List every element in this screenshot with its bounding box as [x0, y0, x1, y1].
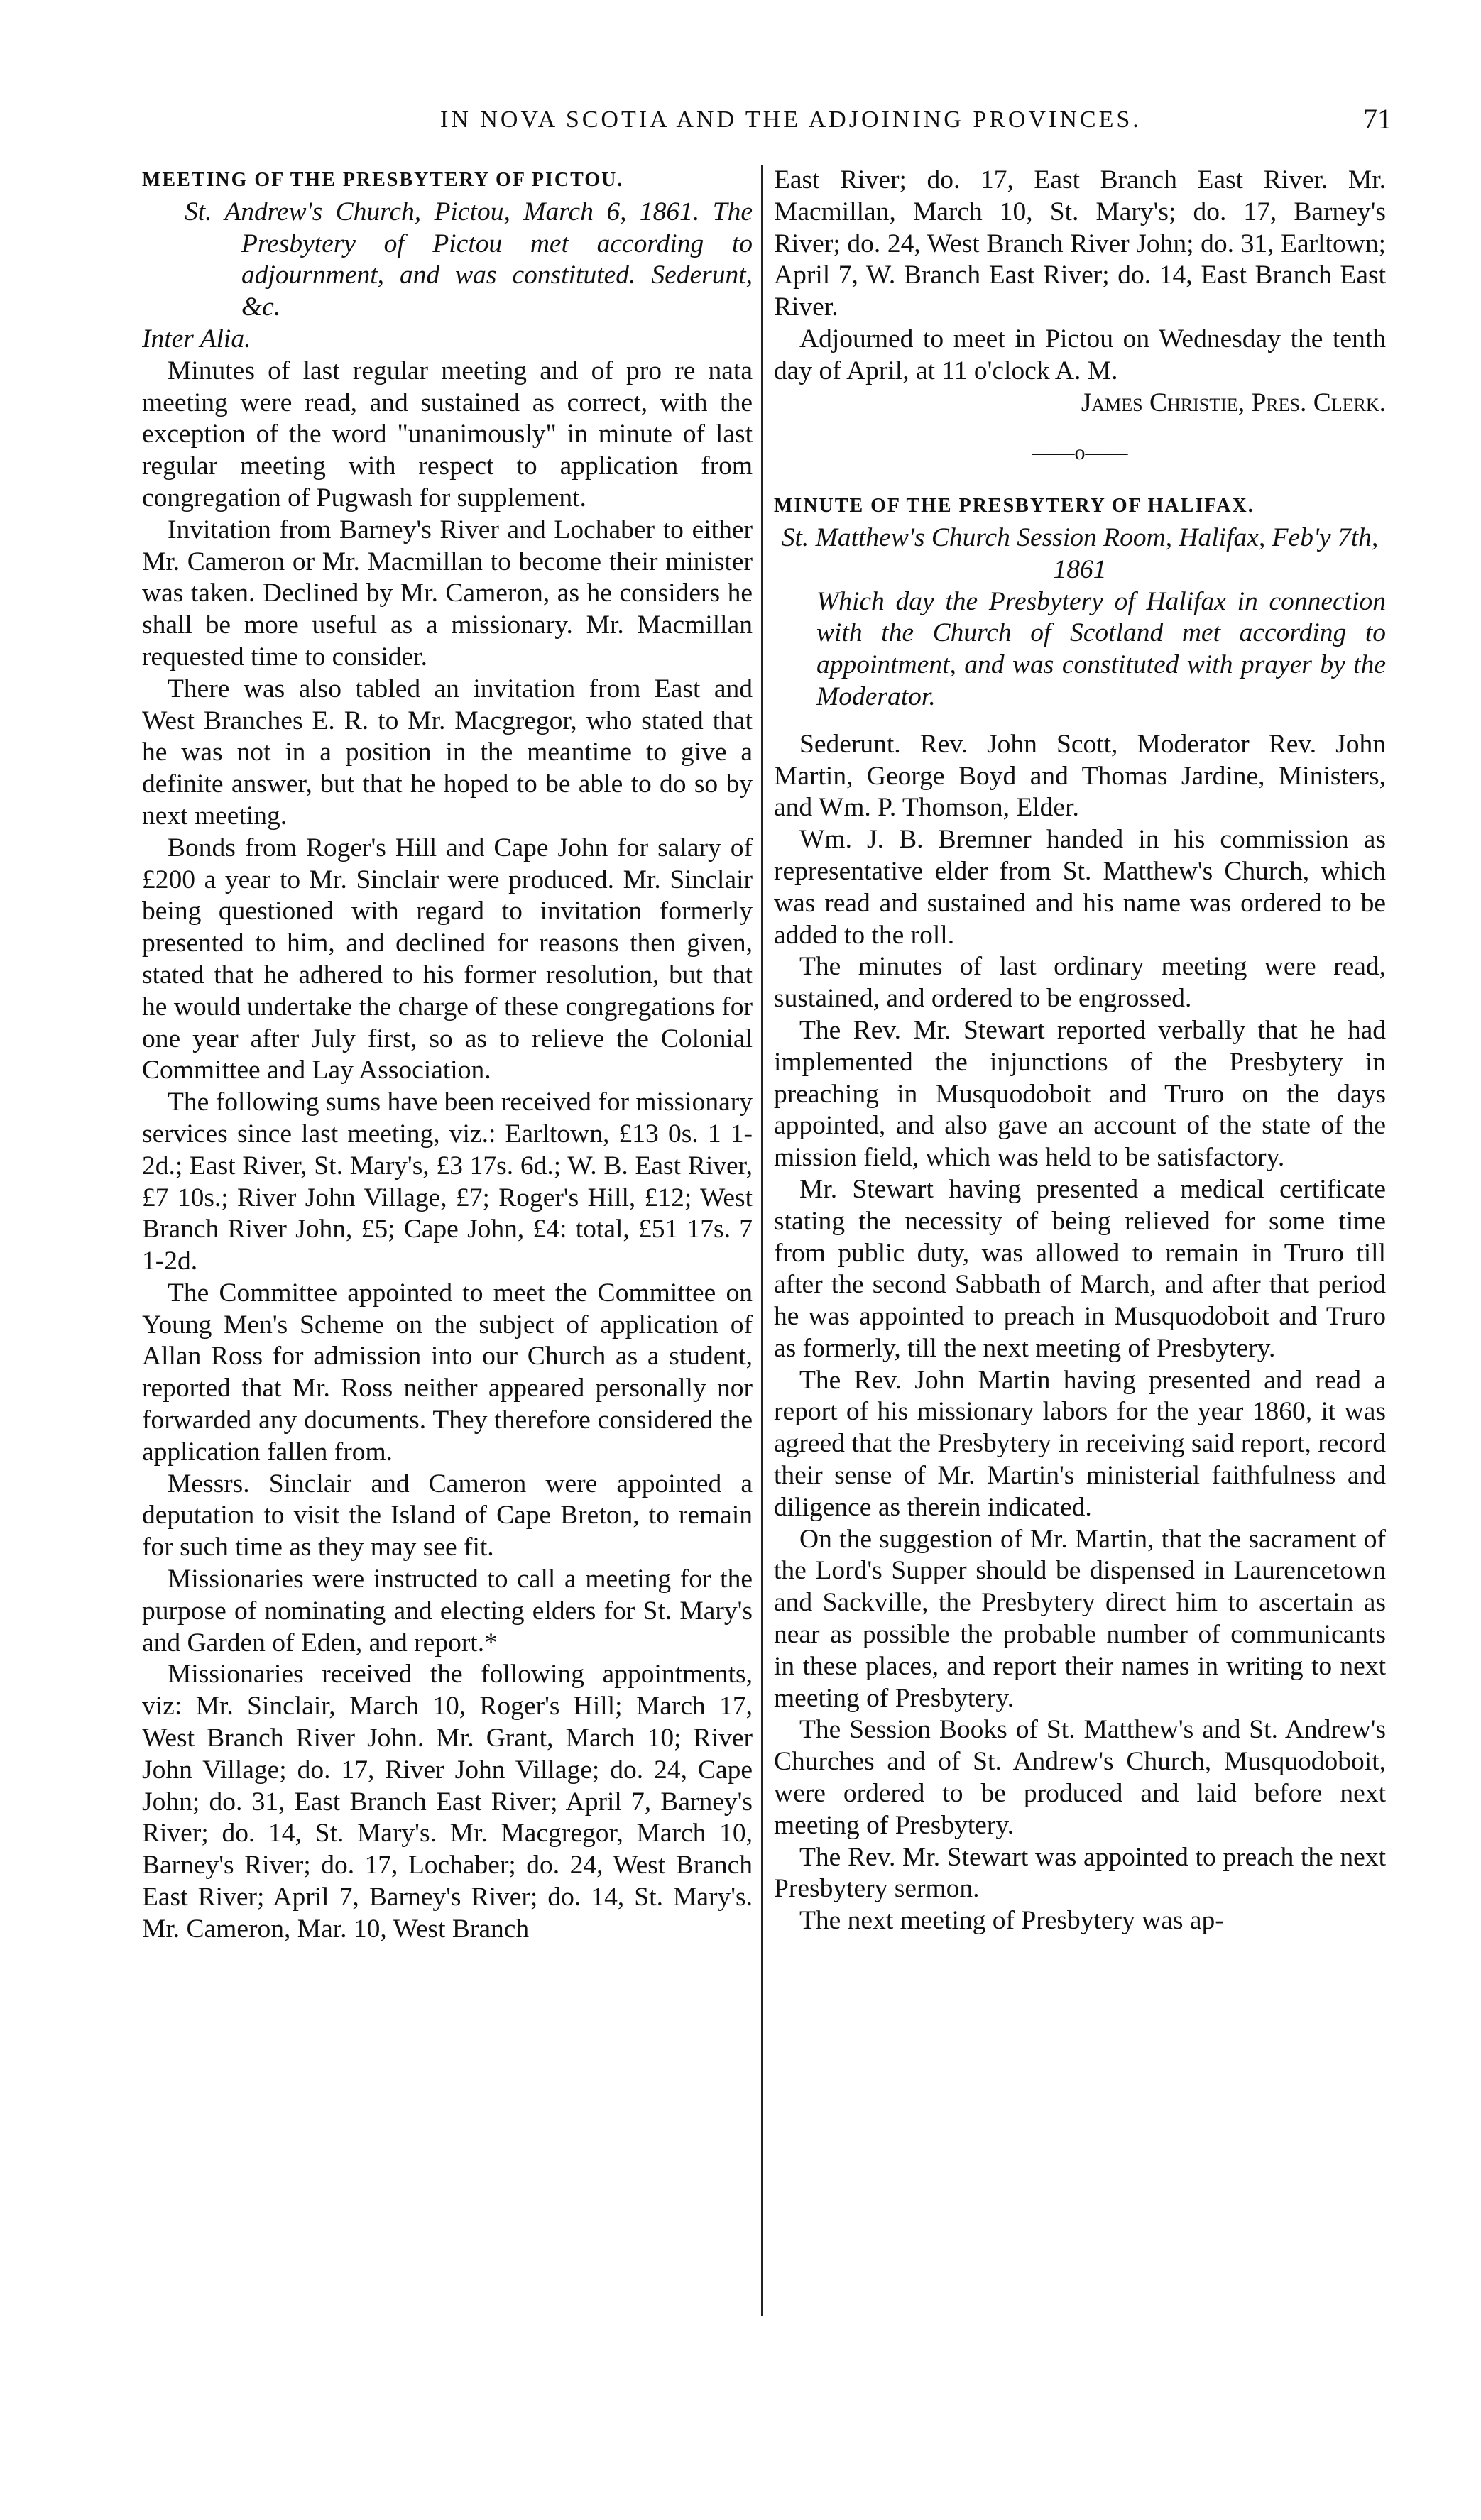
running-title: IN NOVA SCOTIA AND THE ADJOINING PROVINCES. [440, 106, 1142, 133]
inter-alia: Inter Alia. [142, 324, 251, 354]
section-heading-pictou: MEETING OF THE PRESBYTERY OF PICTOU. [142, 169, 624, 191]
meeting-place-pictou: St. Andrew's Church, Pictou, March 6, 1861. The Presbytery of Pictou met according to adjournment, and was constituted. Sederunt, &c. [185, 197, 753, 322]
right-column [774, 165, 1386, 1937]
section-divider: ——o—— [1032, 441, 1128, 465]
paragraph: Bonds from Roger's Hill and Cape John for salary of £200 a year to Mr. Sinclair were produced. Mr. Sinclair being questioned with regard to invitation formerly presented to him, and declined for reasons then given, stated that he adhered to his former resolution, but that he would undertake the charge of these congregations for one year after July first, so as to relieve the Colonial Committee and Lay Association. [142, 833, 753, 1085]
paragraph: Mr. Stewart having presented a medical certificate stating the necessity of being relieved for some time from public duty, was allowed to remain in Truro till after the second Sabbath of March, and after that period he was appointed to preach in Musquodoboit and Truro as formerly, till the next meeting of Presbytery. [774, 1174, 1386, 1363]
paragraph: Wm. J. B. Bremner handed in his commission as representative elder from St. Matthew's Church, which was read and sustained and his name was ordered to be added to the roll. [774, 825, 1386, 950]
paragraph: The Rev. Mr. Stewart was appointed to preach the next Presbytery sermon. [774, 1842, 1386, 1904]
column-rule [761, 165, 763, 2316]
paragraph: The Rev. John Martin having presented and read a report of his missionary labors for the year 1860, it was agreed that the Presbytery in receiving said report, record their sense of Mr. Martin's ministerial faithfulness and diligence as therein indicated. [774, 1365, 1386, 1522]
paragraph: There was also tabled an invitation from East and West Branches E. R. to Mr. Macgregor, who stated that he was not in a position in the meantime to give a definite answer, but that he hoped to be able to do so by next meeting. [142, 674, 753, 831]
paragraph: Minutes of last regular meeting and of pro re nata meeting were read, and sustained as correct, with the exception of the word "unanimously" in minute of last regular meeting with respect to application from congregation of Pugwash for supplement. [142, 356, 753, 513]
section-heading-halifax: MINUTE OF THE PRESBYTERY OF HALIFAX. [774, 495, 1255, 517]
paragraph: Sederunt. Rev. John Scott, Moderator Rev. John Martin, George Boyd and Thomas Jardine, Ministers, and Wm. P. Thomson, Elder. [774, 729, 1386, 823]
paragraph: The minutes of last ordinary meeting were read, sustained, and ordered to be engrossed. [774, 952, 1386, 1014]
paragraph: Missionaries were instructed to call a meeting for the purpose of nominating and electing elders for St. Mary's and Garden of Eden, and report.* [142, 1565, 753, 1658]
paragraph: Messrs. Sinclair and Cameron were appointed a deputation to visit the Island of Cape Breton, to remain for such time as they may see fit. [142, 1469, 753, 1562]
paragraph: The Committee appointed to meet the Committee on Young Men's Scheme on the subject of application of Allan Ross for admission into our Church as a student, reported that Mr. Ross neither appeared personally nor forwarded any documents. They therefore considered the application fallen from. [142, 1278, 753, 1467]
constitution-note: Which day the Presbytery of Halifax in connection with the Church of Scotland met according to appointment, and was constituted with prayer by the Moderator. [816, 586, 1386, 711]
paragraph: Invitation from Barney's River and Lochaber to either Mr. Cameron or Mr. Macmillan to become their minister was taken. Declined by Mr. Cameron, as he considers he shall be more useful as a missionary. Mr. Macmillan requested time to consider. [142, 515, 753, 672]
spacer [774, 713, 1386, 729]
paragraph: The Session Books of St. Matthew's and St. Andrew's Churches and of St. Andrew's Church, Musquodoboit, were ordered to be produced and laid before next meeting of Presbytery. [774, 1715, 1386, 1840]
paragraph: The next meeting of Presbytery was ap- [799, 1906, 1224, 1936]
clerk-signature: James Christie, Pres. Clerk. [1081, 388, 1386, 417]
paragraph: The following sums have been received for missionary services since last meeting, viz.: Earltown, £13 0s. 1 1-2d.; East River, St. Mary's, £3 17s. 6d.; W. B. East River, £7 10s.; River John Village, £7; Roger's Hill, £12; West Branch River John, £5; Cape John, £4: total, £51 17s. 7 1-2d. [142, 1088, 753, 1276]
adjournment-note: Adjourned to meet in Pictou on Wednesday the tenth day of April, at 11 o'clock A. M. [774, 324, 1386, 385]
page-number: 71 [1363, 103, 1392, 135]
running-header [440, 103, 1392, 135]
paragraph: On the suggestion of Mr. Martin, that the sacrament of the Lord's Supper should be dispensed in Laurencetown and Sackville, the Presbytery direct him to ascertain as near as possible the probable number of communicants in these places, and report their names in writing to next meeting of Presbytery. [774, 1524, 1386, 1713]
left-column [142, 165, 753, 1946]
paragraph: The Rev. Mr. Stewart reported verbally that he had implemented the injunctions of the Presbytery in preaching in Musquodoboit and Truro on the days appointed, and also gave an account of the state of the mission field, which was held to be satisfactory. [774, 1015, 1386, 1173]
paragraph: Missionaries received the following appointments, viz: Mr. Sinclair, March 10, Roger's Hill; March 17, West Branch River John. Mr. Grant, March 10; River John Village; do. 17, River John Village; do. 24, Cape John; do. 31, East Branch East River; April 7, Barney's River; do. 14, St. Mary's. Mr. Macgregor, March 10, Barney's River; do. 17, Lochaber; do. 24, West Branch East River; April 7, Barney's River; do. 14, St. Mary's. Mr. Cameron, Mar. 10, West Branch [142, 1660, 753, 1944]
paragraph-continued: East River; do. 17, East Branch East River. Mr. Macmillan, March 10, St. Mary's; do. 17, Barney's River; do. 24, West Branch River John; do. 31, Earltown; April 7, W. Branch East River; do. 14, East Branch East River. [774, 165, 1386, 322]
meeting-place-halifax: St. Matthew's Church Session Room, Halifax, Feb'y 7th, 1861 [781, 522, 1379, 584]
